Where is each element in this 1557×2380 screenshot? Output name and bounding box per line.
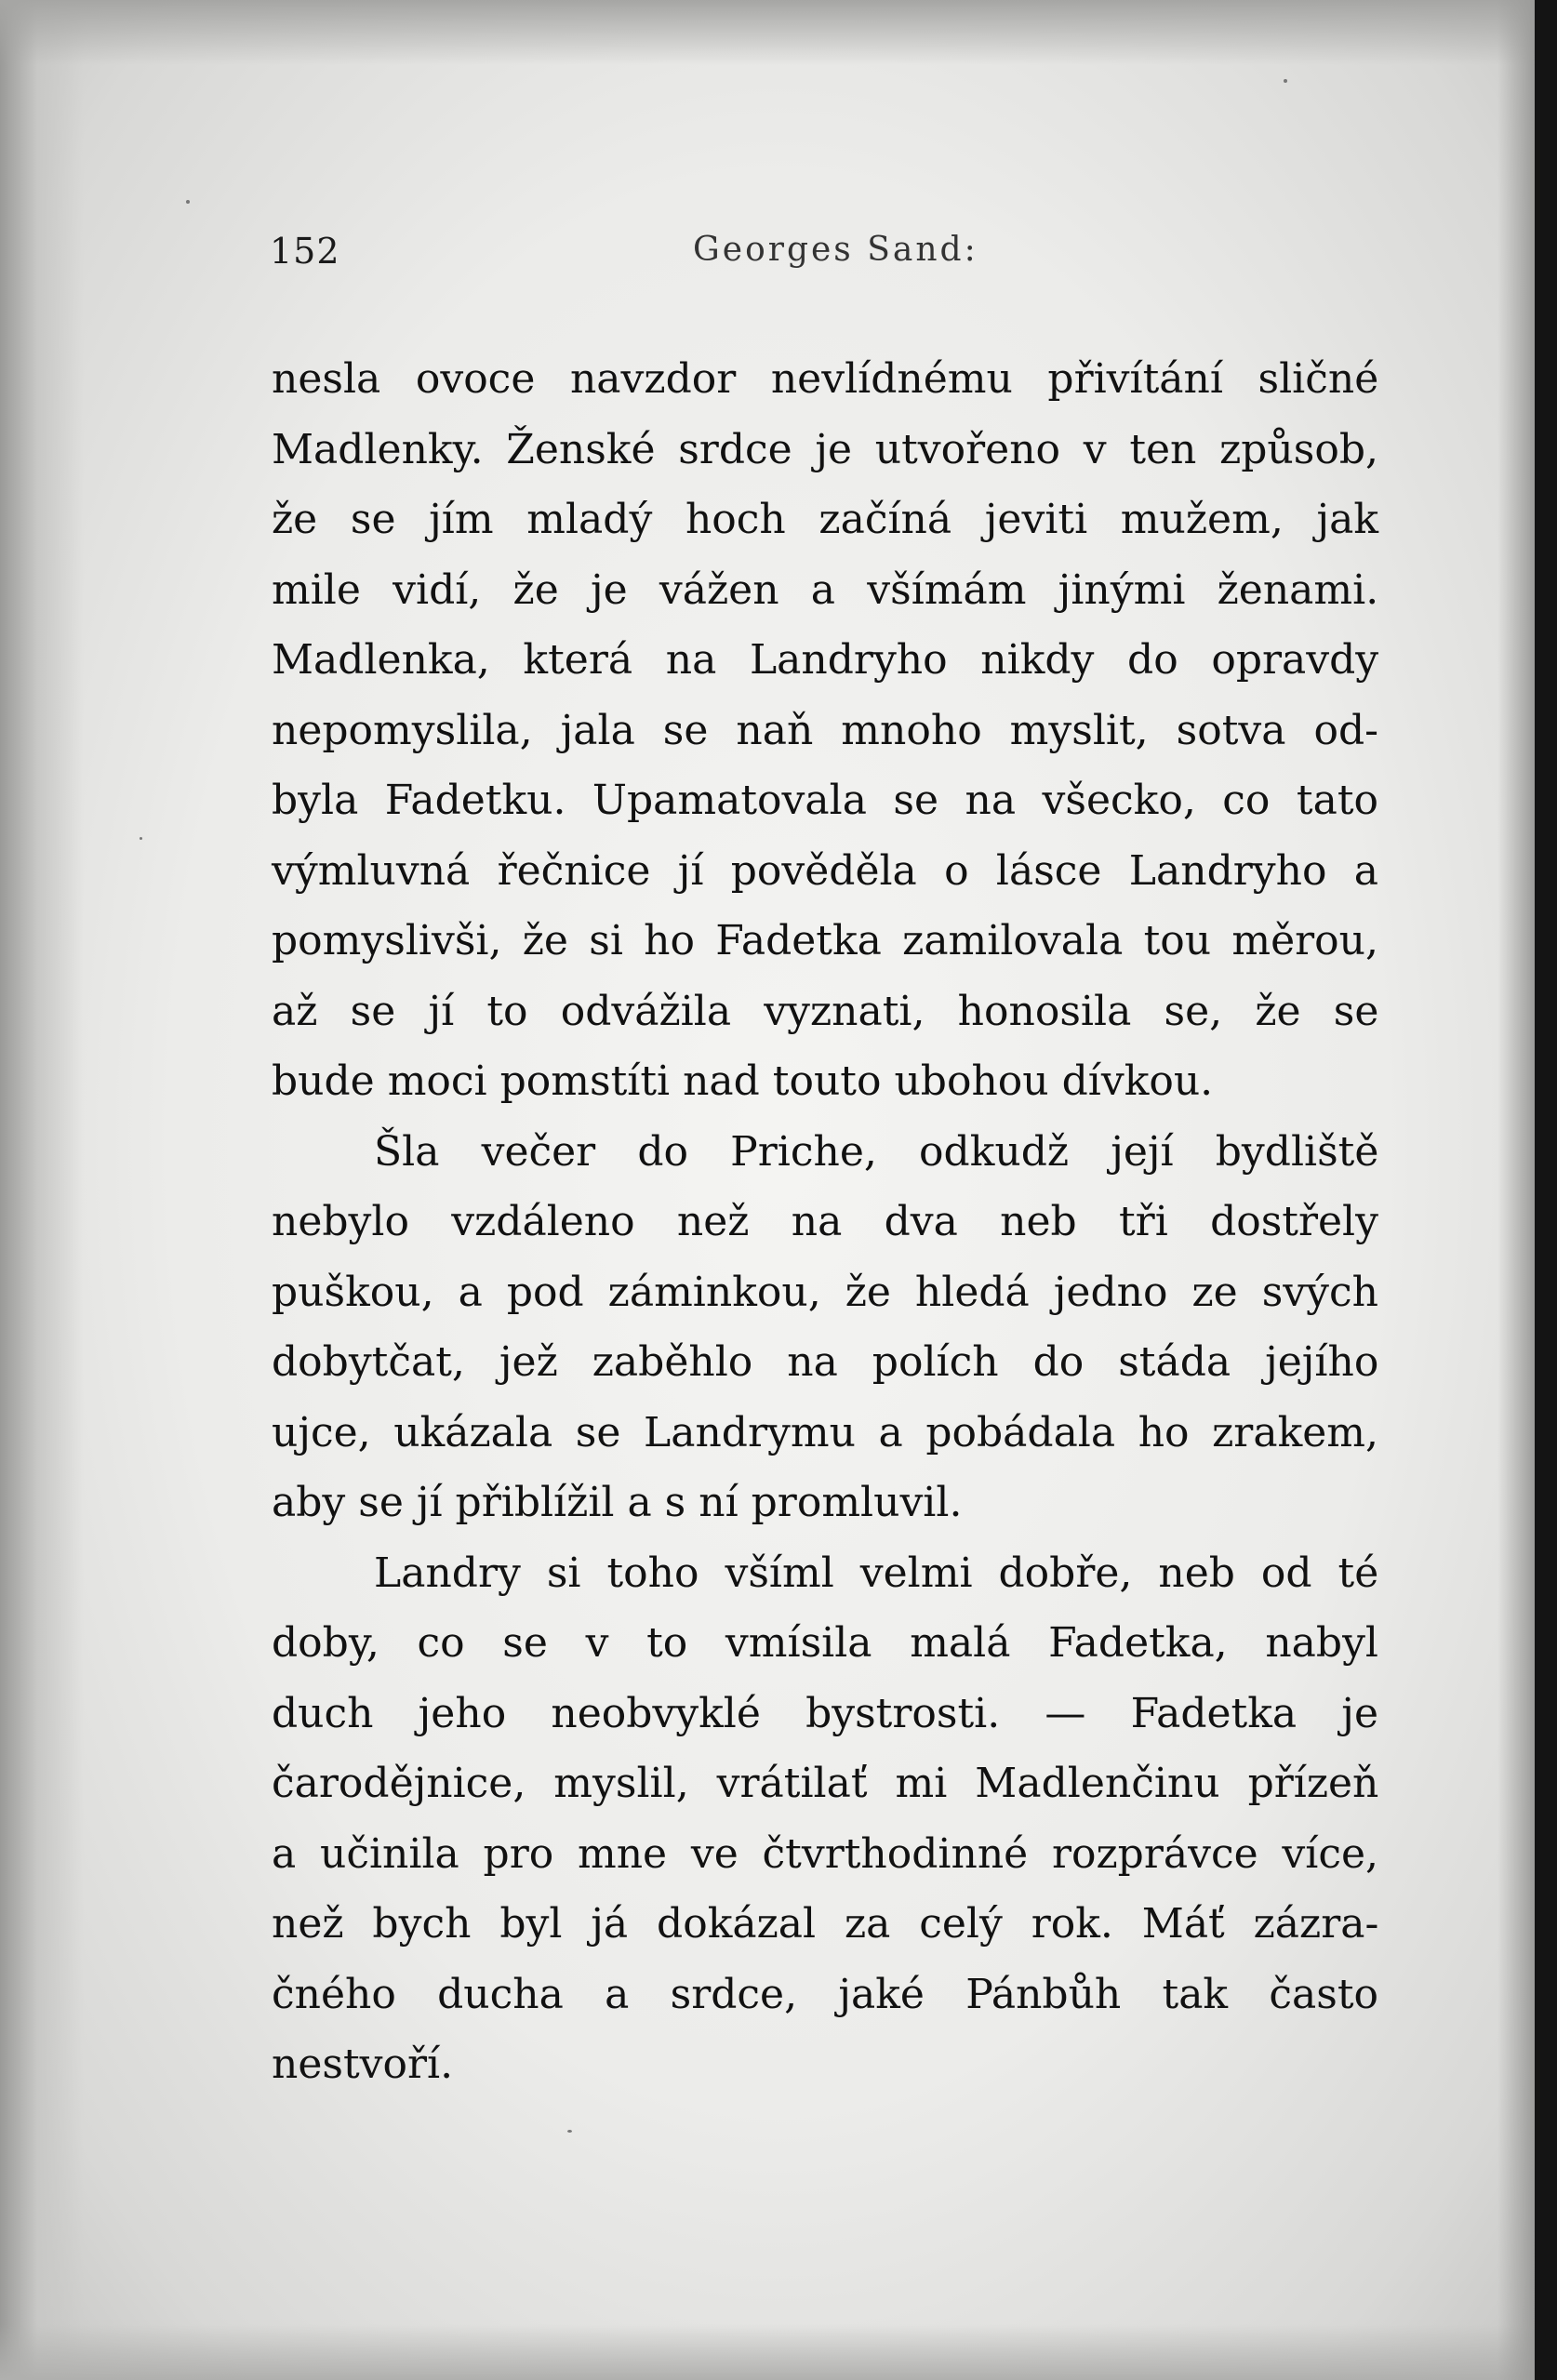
dust-speck <box>1284 79 1287 83</box>
text-line: než bych byl já dokázal za celý rok. Máť zázra- <box>272 1900 1379 1948</box>
scan-shadow-top <box>0 0 1557 65</box>
text-line: mile vidí, že je vážen a všímám jinými ženami. <box>272 565 1379 614</box>
dust-speck <box>140 837 142 840</box>
paragraph <box>272 1538 1378 2100</box>
running-head: Georges Sand: <box>693 231 978 269</box>
text-line: duch jeho neobvyklé bystrosti. — Fadetka je <box>272 1689 1378 1737</box>
scan-shadow-bottom <box>0 2324 1557 2380</box>
dust-speck <box>567 2130 572 2133</box>
text-line: že se jím mladý hoch začíná jeviti mužem, jak <box>272 496 1378 543</box>
text-line: a učinila pro mne ve čtvrthodinné rozprávce více, <box>272 1829 1378 1878</box>
text-line: dobytčat, jež zaběhlo na polích do stáda jejího <box>272 1338 1379 1386</box>
text-line: nesla ovoce navzdor nevlídnému přivítání sličné <box>272 355 1379 403</box>
text-line: až se jí to odvážila vyznati, honosila se, že se <box>272 987 1379 1035</box>
text-line: nebylo vzdáleno než na dva neb tři dostřely <box>272 1198 1378 1245</box>
text-line: doby, co se v to vmísila malá Fadetka, nabyl <box>272 1619 1378 1667</box>
text-line: výmluvná řečnice jí pověděla o lásce Landryho a <box>272 846 1378 895</box>
text-line: Šla večer do Priche, odkudž její bydliště <box>374 1127 1379 1176</box>
text-line: Madlenky. Ženské srdce je utvořeno v ten způsob, <box>272 425 1378 473</box>
page-number: 152 <box>270 231 340 272</box>
text-line: ujce, ukázala se Landrymu a pobádala ho zrakem, <box>272 1408 1378 1456</box>
text-line: Madlenka, která na Landryho nikdy do opravdy <box>272 636 1379 684</box>
scan-border-right <box>1535 0 1557 2380</box>
text-line: aby se jí přiblížil a s ní promluvil. <box>272 1479 963 1526</box>
paragraph <box>272 344 1378 1117</box>
text-line: čného ducha a srdce, jaké Pánbůh tak často <box>272 1970 1378 2018</box>
text-line: puškou, a pod záminkou, že hledá jedno ze svých <box>272 1268 1378 1316</box>
text-line: čarodějnice, myslil, vrátilať mi Madlenčinu přízeň <box>272 1760 1379 1807</box>
body-text <box>272 344 1378 2100</box>
text-line: byla Fadetku. Upamatovala se na všecko, co tato <box>272 777 1378 824</box>
paragraph <box>272 1117 1378 1538</box>
text-line: bude moci pomstíti nad touto ubohou dívkou. <box>272 1057 1214 1105</box>
text-line: nestvoří. <box>272 2041 454 2088</box>
scan-shadow-left <box>0 0 84 2380</box>
text-line: nepomyslila, jala se naň mnoho myslit, sotva od- <box>272 706 1378 754</box>
scan-shadow-right <box>1497 0 1535 2380</box>
text-line: pomyslivši, že si ho Fadetka zamilovala tou měrou, <box>272 917 1378 964</box>
page-header <box>270 231 1377 286</box>
text-line: Landry si toho všíml velmi dobře, neb od té <box>374 1549 1379 1597</box>
dust-speck <box>186 200 190 204</box>
